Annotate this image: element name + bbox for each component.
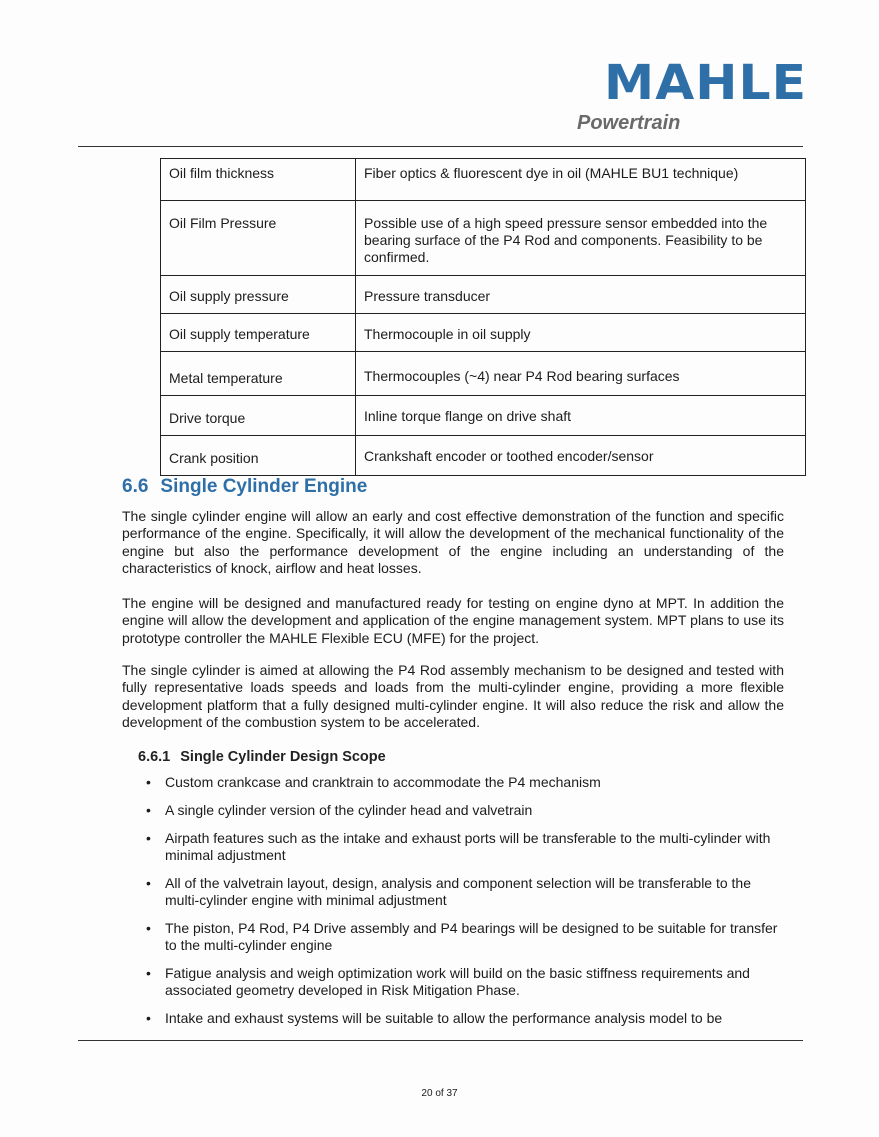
table-row	[161, 201, 806, 276]
table-row	[161, 314, 806, 352]
list-item: • Custom crankcase and cranktrain to accommodate the P4 mechanism	[146, 774, 786, 791]
paragraph: The single cylinder is aimed at allowing the P4 Rod assembly mechanism to be designed and tested with fully representative loads speeds and loads from the multi-cylinder engine, providing a more flexible development platform that a fully designed multi-cylinder engine. It will also reduce the risk and allow the development of the combustion system to be accelerated.	[122, 662, 784, 730]
design-scope-list	[146, 774, 786, 1038]
list-item: • Airpath features such as the intake and exhaust ports will be transferable to the multi-cylinder with minimal adjustment	[146, 830, 786, 864]
paragraph: The engine will be designed and manufactured ready for testing on engine dyno at MPT. In addition the engine will allow the development and application of the engine management system. MPT plans to use its prototype controller the MAHLE Flexible ECU (MFE) for the project.	[122, 595, 784, 646]
subsection-title: Single Cylinder Design Scope	[180, 749, 386, 765]
table-cell: Oil film thickness	[161, 159, 356, 201]
mahle-logo: MAHLE	[604, 55, 808, 111]
logo-subtitle: Powertrain	[577, 112, 681, 134]
table-cell: Oil supply pressure	[161, 276, 356, 314]
header-divider	[78, 146, 803, 147]
table-cell: Inline torque flange on drive shaft	[356, 396, 806, 436]
table-row	[161, 436, 806, 476]
table-cell: Oil supply temperature	[161, 314, 356, 352]
table-cell: Thermocouple in oil supply	[356, 314, 806, 352]
list-item: • Intake and exhaust systems will be suitable to allow the performance analysis model to be	[146, 1010, 786, 1027]
subsection-heading	[138, 749, 396, 765]
table-cell: Crank position	[161, 436, 356, 476]
table-row	[161, 276, 806, 314]
table-cell: Oil Film Pressure	[161, 201, 356, 276]
list-item: • All of the valvetrain layout, design, analysis and component selection will be transferable to the multi-cylinder engine with minimal adjustment	[146, 875, 786, 909]
page-number: 20 of 37	[421, 1088, 458, 1099]
table-cell: Crankshaft encoder or toothed encoder/sensor	[356, 436, 806, 476]
list-item: • Fatigue analysis and weigh optimization work will build on the basic stiffness requirements and associated geometry developed in Risk Mitigation Phase.	[146, 965, 786, 999]
paragraph: The single cylinder engine will allow an early and cost effective demonstration of the function and specific performance of the engine. Specifically, it will allow the development of the mechanical functionality of the engine but also the performance development of the engine including an understanding of the characteristics of knock, airflow and heat losses.	[122, 508, 784, 576]
subsection-number: 6.6.1	[138, 749, 171, 765]
table-cell: Fiber optics & fluorescent dye in oil (MAHLE BU1 technique)	[356, 159, 806, 201]
table-cell: Metal temperature	[161, 352, 356, 396]
list-item: • A single cylinder version of the cylinder head and valvetrain	[146, 802, 786, 819]
table-row	[161, 352, 806, 396]
table-row	[161, 159, 806, 201]
table-row	[161, 396, 806, 436]
section-heading	[122, 476, 379, 498]
table-cell: Possible use of a high speed pressure sensor embedded into the bearing surface of the P4 Rod and components. Feasibility to be confirmed.	[356, 201, 806, 276]
list-item: • The piston, P4 Rod, P4 Drive assembly and P4 bearings will be designed to be suitable for transfer to the multi-cylinder engine	[146, 920, 786, 954]
measurement-table	[160, 158, 806, 476]
section-number: 6.6	[122, 476, 149, 497]
section-title: Single Cylinder Engine	[160, 476, 368, 497]
footer-divider	[78, 1040, 803, 1041]
table-cell: Drive torque	[161, 396, 356, 436]
table-cell: Pressure transducer	[356, 276, 806, 314]
table-cell: Thermocouples (~4) near P4 Rod bearing surfaces	[356, 352, 806, 396]
